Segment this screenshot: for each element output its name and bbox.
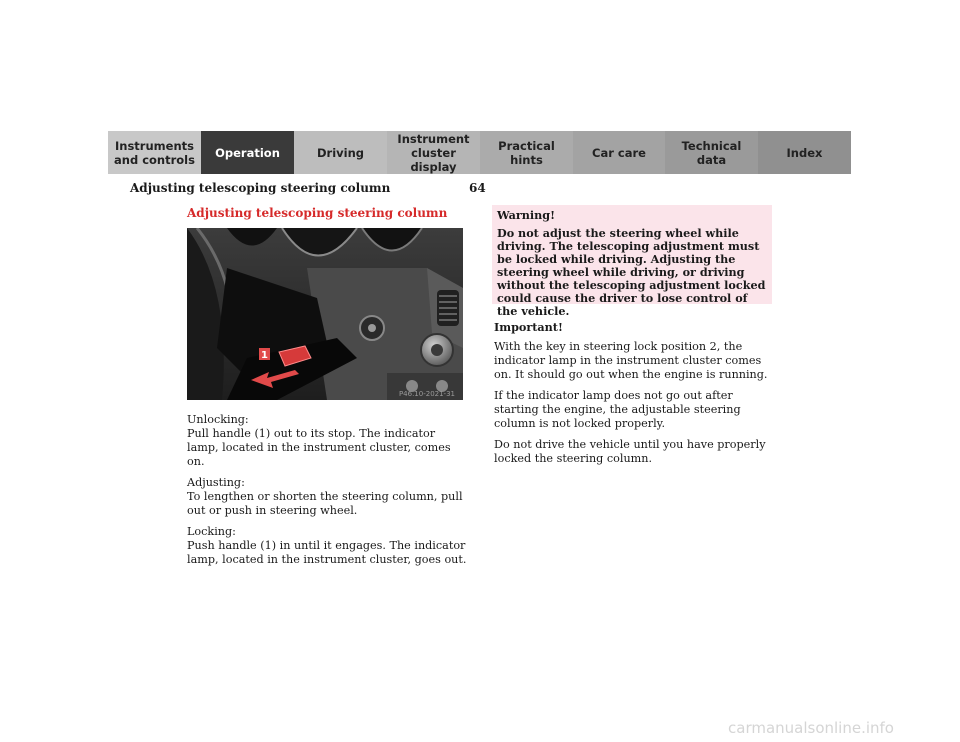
tab-driving[interactable]: Driving [294,131,387,174]
footer-watermark: carmanualsonline.info [728,719,894,737]
callout-1: 1 [261,350,268,361]
locking-text: Push handle (1) in until it engages. The indicator lamp, located in the instrument cluster, goes out. [187,539,467,566]
unlocking-heading: Unlocking: [187,413,249,426]
important-paragraph-1: With the key in steering lock position 2, the indicator lamp in the instrument cluster comes on. It should go out when the engine is running. [494,340,768,381]
unlocking-paragraph [187,413,467,469]
warning-text: Do not adjust the steering wheel while driving. The telescoping adjustment must be locked while driving. Adjusting the steering wheel while driving, or driving without the telescoping adjustment locked could cause the driver to lose control of the vehicle. [497,226,766,318]
important-paragraph-2: If the indicator lamp does not go out after starting the engine, the adjustable steering column is not locked properly. [494,389,741,430]
section-title: Adjusting telescoping steering column [187,206,448,220]
tab-operation[interactable]: Operation [201,131,294,174]
warning-title: Warning! [497,208,555,222]
steering-column-photo [187,228,463,400]
tab-instrument-cluster-display[interactable]: Instrument cluster display [387,131,480,174]
important-title: Important! [494,320,563,334]
warning-box [492,205,772,318]
tab-technical-data[interactable]: Technical data [665,131,758,174]
figure-code: P46.10-2021-31 [398,390,455,398]
unlocking-text: Pull handle (1) out to its stop. The indicator lamp, located in the instrument cluster, comes on. [187,427,451,468]
running-head: Adjusting telescoping steering column [130,181,391,195]
section-tabs [108,131,851,174]
page-number: 64 [469,181,486,195]
adjusting-text: To lengthen or shorten the steering column, pull out or push in steering wheel. [187,490,463,517]
instructions-column [187,413,467,574]
tab-instruments-and-controls[interactable]: Instruments and controls [108,131,201,174]
tab-practical-hints[interactable]: Practical hints [480,131,573,174]
locking-paragraph [187,525,467,567]
locking-heading: Locking: [187,525,236,538]
adjusting-heading: Adjusting: [187,476,245,489]
important-column [494,320,772,473]
adjusting-paragraph [187,476,467,518]
dashboard-illustration [187,228,463,400]
important-paragraph-3: Do not drive the vehicle until you have properly locked the steering column. [494,438,766,465]
tab-index[interactable]: Index [758,131,851,174]
tab-car-care[interactable]: Car care [573,131,665,174]
